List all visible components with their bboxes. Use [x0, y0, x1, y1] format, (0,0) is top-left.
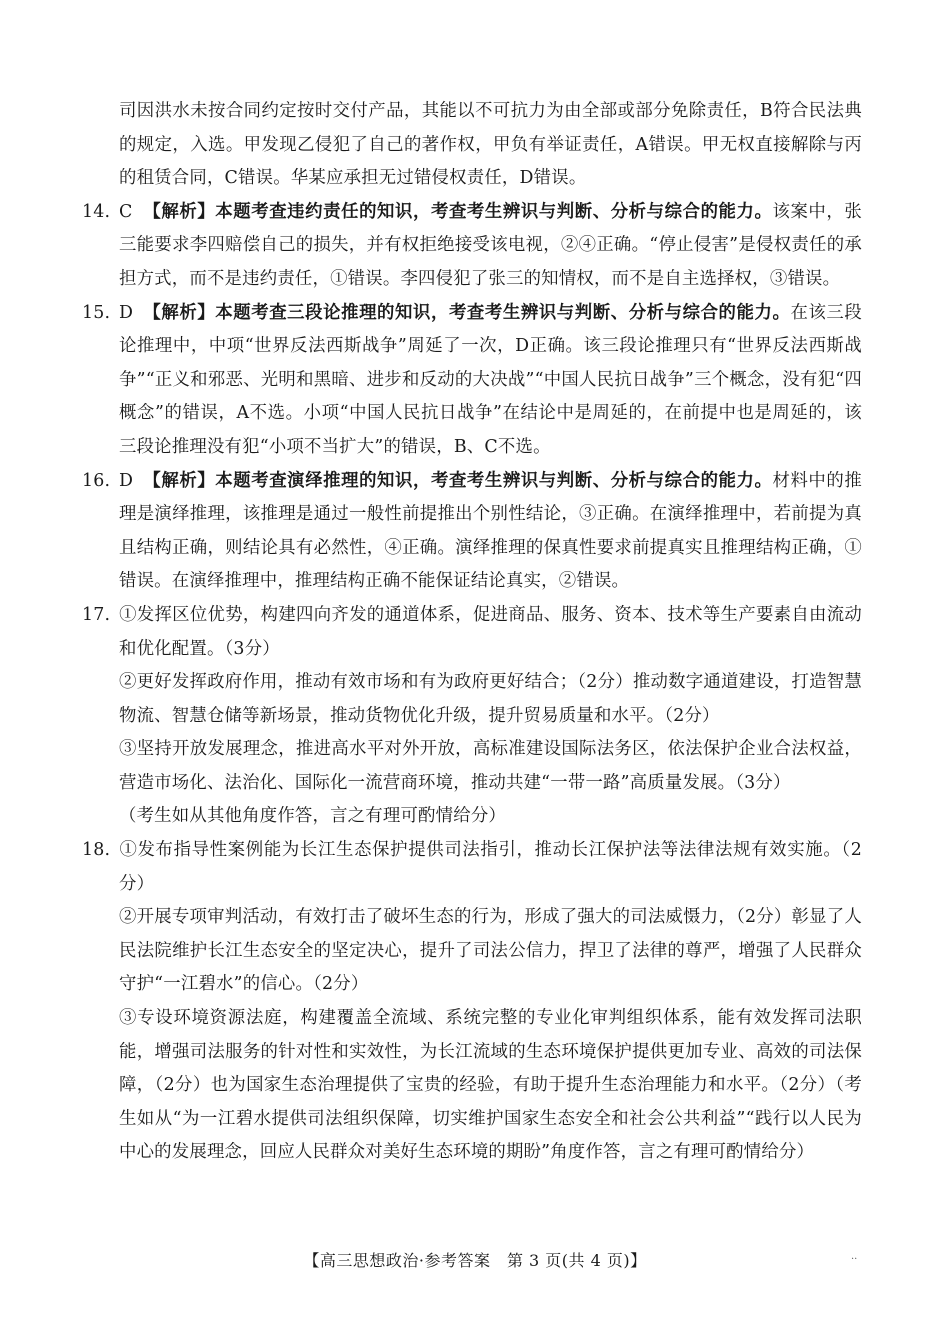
analysis-body: 材料中的推理是演绎推理，该推理是通过一般性前提推出个别性结论，③正确。在演绎推理中，若前提为真且结构正确，则结论具有必然性，④正确。演绎推理的保真性要求前提真实且推理结构正确，①错误。在演绎推理中，推理结构正确不能保证结论真实，②错误。 [119, 470, 862, 592]
item-number: 16. [82, 470, 111, 491]
analysis-lead: 本题考查违约责任的知识，考查考生辨识与判断、分析与综合的能力。 [215, 201, 773, 222]
analysis-body: 在该三段论推理中，中项“世界反法西斯战争”周延了一次，D正确。该三段论推理只有“世界反法西斯战争”“正义和邪恶、光明和黑暗、进步和反动的大决战”“中国人民抗日战争”三个概念，没有犯“四概念”的错误，A不选。小项“中国人民抗日战争”在结论中是周延的，在前提中也是周延的，该三段论推理没有犯“小项不当扩大”的错误，B、C不选。 [119, 302, 862, 457]
analysis-tag: 【解析】 [143, 302, 216, 323]
q18-point-2: ②开展专项审判活动，有效打击了破坏生态的行为，形成了强大的司法威慑力，（2分）彰显了人民法院维护长江生态安全的坚定决心，提升了司法公信力，捍卫了法律的尊严，增强了人民群众守护“一江碧水”的信心。（2分） [119, 907, 862, 995]
answer-item-17 [82, 599, 862, 666]
item-number: 17. [82, 604, 111, 625]
answer-content [82, 95, 862, 1170]
analysis-tag: 【解析】 [143, 201, 216, 222]
answer-item-15 [82, 297, 862, 465]
q18-point-3: ③专设环境资源法庭，构建覆盖全流域、系统完整的专业化审判组织体系，能有效发挥司法职能，增强司法服务的针对性和实效性，为长江流域的生态环境保护提供更加专业、高效的司法保障，（2分）也为国家生态治理提供了宝贵的经验，有助于提升生态治理能力和水平。（2分）（考生如从“为一江碧水提供司法组织保障，切实维护国家生态安全和社会公共利益”“践行以人民为中心的发展理念，回应人民群众对美好生态环境的期盼”角度作答，言之有理可酌情给分） [119, 1008, 862, 1163]
point-text: ①发挥区位优势，构建四向齐发的通道体系，促进商品、服务、资本、技术等生产要素自由流动和优化配置。（3分） [119, 604, 862, 659]
analysis-tag: 【解析】 [143, 470, 216, 491]
page-footer: 【高三思想政治·参考答案 第 3 页(共 4 页)】 [303, 1251, 647, 1270]
item-number: 15. [82, 302, 111, 323]
q17-point-3: ③坚持开放发展理念，推进高水平对外开放，高标准建设国际法务区，依法保护企业合法权益，营造市场化、法治化、国际化一流营商环境，推动共建“一带一路”高质量发展。（3分） [119, 739, 862, 793]
analysis-lead: 本题考查演绎推理的知识，考查考生辨识与判断、分析与综合的能力。 [215, 470, 773, 491]
item-number: 14. [82, 201, 111, 222]
q17-note: （考生如从其他角度作答，言之有理可酌情给分） [119, 806, 506, 827]
item-answer: C [119, 201, 133, 222]
item-answer: D [119, 302, 134, 323]
answer-item-14 [82, 196, 862, 297]
analysis-body: 该案中，张三能要求李四赔偿自己的损失，并有权拒绝接受该电视，②④正确。“停止侵害”是侵权责任的承担方式，而不是违约责任，①错误。李四侵犯了张三的知情权，而不是自主选择权，③错误。 [119, 201, 862, 289]
analysis-lead: 本题考查三段论推理的知识，考查考生辨识与判断、分析与综合的能力。 [215, 302, 791, 323]
q17-point-2: ②更好发挥政府作用，推动有效市场和有为政府更好结合；（2分）推动数字通道建设，打造智慧物流、智慧仓储等新场景，推动货物优化升级，提升贸易质量和水平。（2分） [119, 672, 862, 726]
answer-item-16 [82, 465, 862, 599]
point-text: ①发布指导性案例能为长江生态保护提供司法指引，推动长江保护法等法律法规有效实施。（2分） [119, 840, 862, 894]
item-answer: D [119, 470, 134, 491]
continuation-text: 司因洪水未按合同约定按时交付产品，其能以不可抗力为由全部或部分免除责任，B符合民法典的规定，入选。甲发现乙侵犯了自己的著作权，甲负有举证责任，A错误。甲无权直接解除与丙的租赁合同，C错误。华某应承担无过错侵权责任，D错误。 [119, 101, 862, 189]
item-number: 18. [82, 840, 111, 861]
answer-item-18 [82, 834, 862, 901]
corner-mark: ·· [851, 1254, 858, 1265]
